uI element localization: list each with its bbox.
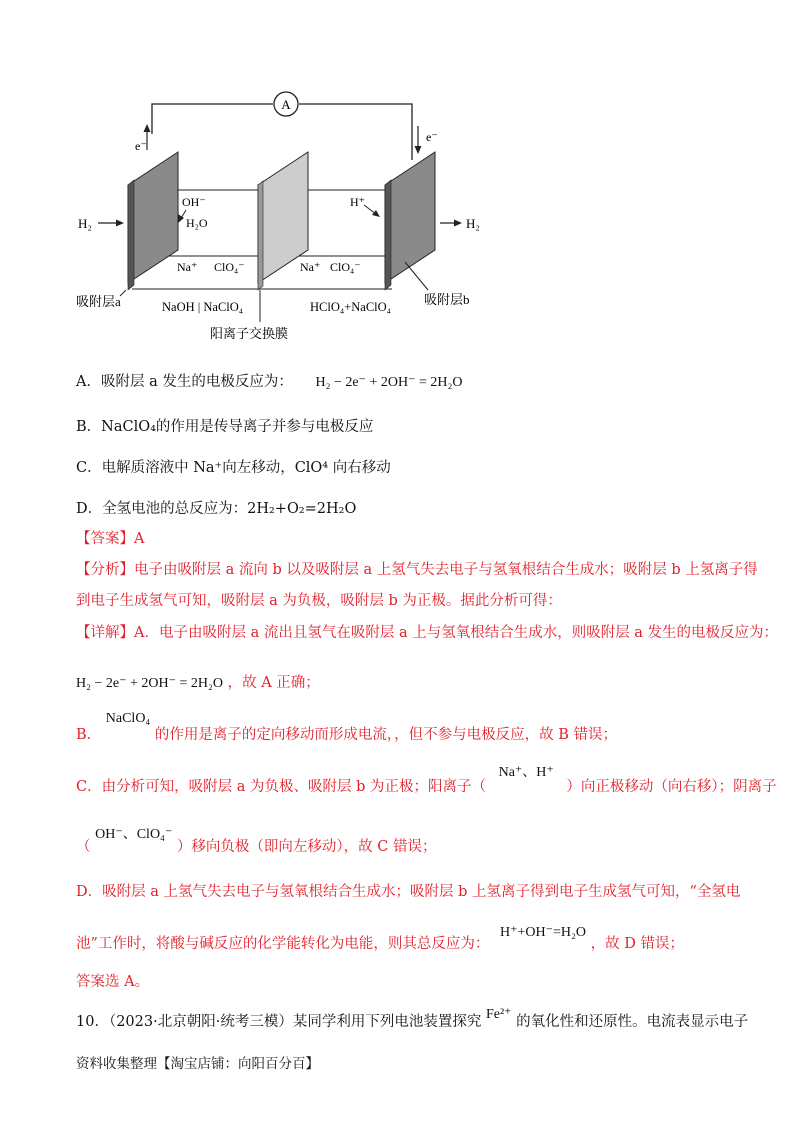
- electron-left-label: e⁻: [135, 139, 147, 153]
- electrolyte-left-label: NaOH | NaClO₄: [162, 300, 244, 314]
- option-d: D．全氢电池的总反应为：2H₂+O₂=2H₂O: [76, 501, 357, 517]
- detail-d-line-1: D．吸附层 a 上氢气失去电子与氢氧根结合生成水；吸附层 b 上氢离子得到电子生成氢气可知，“全氢电: [76, 884, 741, 900]
- option-a: [76, 370, 462, 391]
- detail-b-prefix: B．: [76, 727, 102, 743]
- detail-d-line-2: [76, 924, 684, 952]
- electrolyte-right-label: HClO₄+NaClO₄: [310, 300, 392, 314]
- analysis-line-1: 【分析】电子由吸附层 a 流向 b 以及吸附层 a 上氢气失去电子与氢氧根结合生成水；吸附层 b 上氢离子得: [76, 562, 758, 578]
- clo4-right-label: ClO₄⁻: [330, 260, 361, 274]
- option-b: B．NaClO₄的作用是传导离子并参与电极反应: [76, 419, 374, 435]
- detail-c-end: ）向正极移动（向右移）；阴离子: [566, 779, 777, 795]
- detail-b-line: [76, 708, 618, 743]
- detail-a-line: [76, 671, 320, 692]
- option-a-formula: H₂ − 2e⁻ + 2OH⁻ = 2H₂O: [315, 375, 463, 390]
- question-10-text-after: 的氧化性和还原性。电流表显示电子: [516, 1014, 749, 1030]
- layer-b-label: 吸附层b: [424, 292, 470, 307]
- option-a-text: A．吸附层 a 发生的电极反应为：: [76, 374, 293, 390]
- h-plus-label: H⁺: [350, 195, 365, 209]
- detail-a-formula: H₂ − 2e⁻ + 2OH⁻ = 2H₂O: [76, 676, 223, 691]
- detail-d-text: 池”工作时，将酸与碱反应的化学能转化为电能，则其总反应为：: [76, 936, 490, 952]
- layer-a-label: 吸附层a: [76, 294, 121, 309]
- detail-c-text: C．由分析可知，吸附层 a 为负极、吸附层 b 为正极；阳离子（: [76, 779, 486, 795]
- clo4-left-label: ClO₄⁻: [214, 260, 245, 274]
- answer-label: 【答案】A: [76, 531, 145, 547]
- oh-label: OH⁻: [182, 195, 206, 209]
- detail-b-formula: NaClO₄: [105, 711, 151, 726]
- detail-line-1: 【详解】A．电子由吸附层 a 流出且氢气在吸附层 a 上与氢氧根结合生成水，则吸附层 a 发生的电极反应为：: [76, 625, 779, 641]
- na-left-label: Na⁺: [177, 260, 198, 274]
- na-right-label: Na⁺: [300, 260, 321, 274]
- footer-note: 资料收集整理【淘宝店铺：向阳百分百】: [76, 1056, 319, 1072]
- electron-right-label: e⁻: [426, 130, 438, 144]
- question-10-text: 10．（2023·北京朝阳·统考三模）某同学利用下列电池装置探究: [76, 1014, 482, 1030]
- detail-d-end: ，故 D 错误；: [590, 936, 684, 952]
- detail-b-text: 的作用是离子的定向移动而形成电流，，但不参与电极反应，故 B 错误；: [154, 727, 618, 743]
- option-c: C．电解质溶液中 Na⁺向左移动，ClO⁴ 向右移动: [76, 460, 391, 476]
- membrane-label: 阳离子交换膜: [210, 326, 289, 341]
- ammeter-label: A: [281, 97, 291, 112]
- detail-c2-line: [76, 826, 437, 855]
- detail-c-line: [76, 765, 777, 795]
- question-10: [76, 1004, 749, 1030]
- detail-d-formula: H⁺+OH⁻=H₂O: [500, 925, 587, 940]
- h2-out-label: H₂: [466, 216, 480, 231]
- final-answer: 答案选 A。: [76, 974, 150, 990]
- detail-c2-formula: OH⁻、ClO₄⁻: [95, 827, 173, 842]
- detail-c2-open: （: [76, 839, 91, 855]
- battery-diagram: [0, 0, 800, 345]
- h2o-label: H₂O: [186, 216, 208, 230]
- detail-c-formula: Na⁺、H⁺: [498, 765, 554, 780]
- detail-c2-text: ）移向负极（即向左移动），故 C 错误；: [176, 839, 437, 855]
- detail-a-end: ，故 A 正确；: [227, 675, 320, 691]
- h2-in-label: H₂: [78, 216, 92, 231]
- analysis-line-2: 到电子生成氢气可知，吸附层 a 为负极，吸附层 b 为正极。据此分析可得：: [76, 593, 562, 609]
- question-10-formula: Fe²⁺: [485, 1007, 512, 1022]
